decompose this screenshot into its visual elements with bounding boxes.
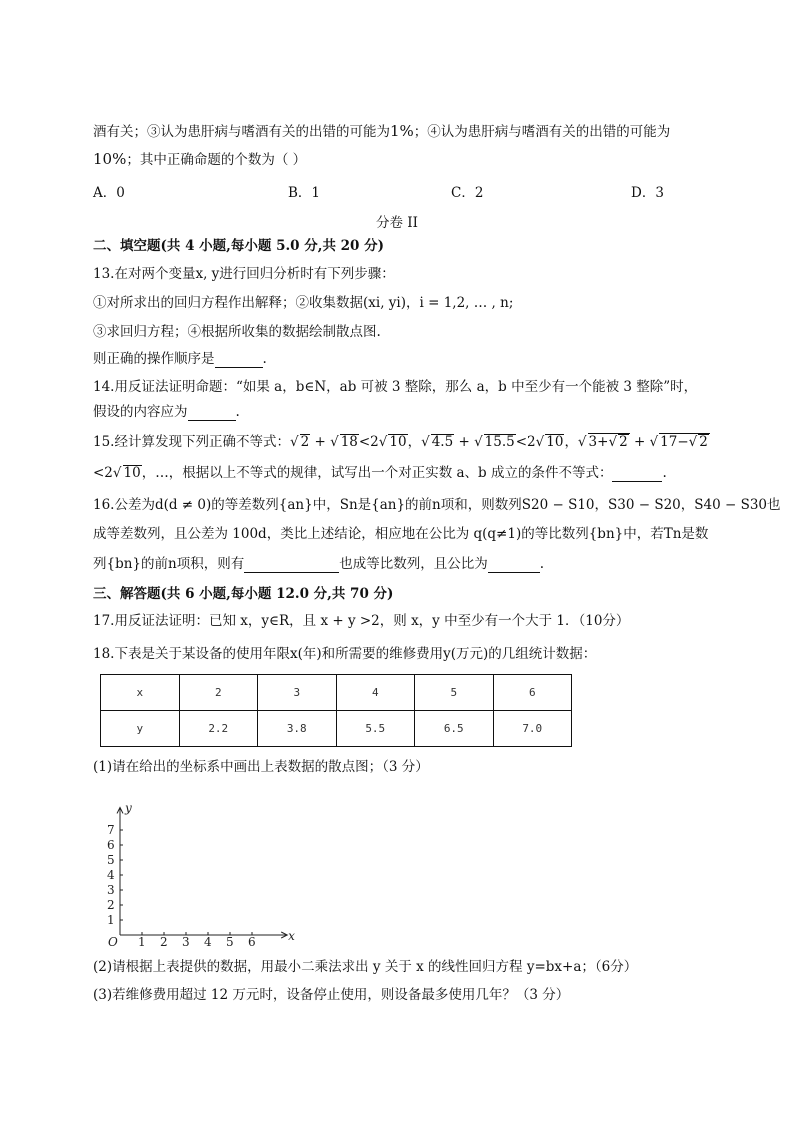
y-axis-label: y — [125, 805, 132, 815]
x-tick-label: 3 — [182, 935, 190, 947]
q12-line2: 10%；其中正确命题的个数为（ ） — [93, 150, 307, 168]
pct-2: 10% — [93, 150, 127, 168]
answer-blank — [244, 558, 339, 573]
x-tick-label: 2 — [160, 935, 168, 947]
y-tick-label: 3 — [107, 883, 115, 897]
q15-line2: <2√ 10，…，根据以上不等式的规律，试写出一个对正实数 a、b 成立的条件不等式： . — [93, 465, 667, 481]
option-c: C．2 — [451, 185, 484, 201]
x-axis-label: x — [288, 929, 295, 943]
q16-line2: 成等差数列，且公差为 100d，类比上述结论，相应地在公比为 q(q≠1)的等比数列{bn}中，若Tn是数 — [93, 526, 709, 542]
table-cell: 5 — [415, 675, 494, 711]
pct-1: 1% — [390, 122, 414, 140]
q16-line3: 列{bn}的前n项积，则有 也成等比数列，且公比为 . — [93, 556, 545, 572]
table-cell: x — [101, 675, 180, 711]
part3-heading: 三、解答题(共 6 小题,每小题 12.0 分,共 70 分) — [93, 586, 394, 602]
origin-label: O — [108, 935, 118, 947]
answer-blank — [188, 406, 236, 421]
data-table — [100, 674, 572, 747]
y-tick-label: 7 — [107, 823, 115, 837]
y-tick-label: 1 — [107, 913, 115, 927]
section-title: 分卷 II — [376, 215, 418, 231]
q18-sub1: (1)请在给出的坐标系中画出上表数据的散点图；（3 分） — [93, 759, 429, 775]
table-cell: 3.8 — [258, 711, 337, 747]
y-tick-label: 2 — [107, 898, 115, 912]
table-cell: 4 — [336, 675, 415, 711]
y-tick-label: 6 — [107, 838, 115, 852]
x-tick-label: 1 — [138, 935, 146, 947]
table-cell: 2.2 — [179, 711, 258, 747]
q14-line2: 假设的内容应为 . — [93, 404, 240, 420]
x-tick-label: 4 — [204, 935, 212, 947]
option-d: D．3 — [631, 185, 664, 201]
q13-line2: ①对所求出的回归方程作出解释；②收集数据(xi, yi)，i = 1,2, … , n; — [93, 295, 514, 311]
q13-line3: ③求回归方程；④根据所收集的数据绘制散点图. — [93, 324, 381, 340]
q13-line1: 13.在对两个变量x, y进行回归分析时有下列步骤： — [93, 266, 395, 282]
q18-sub3: (3)若维修费用超过 12 万元时，设备停止使用，则设备最多使用几年？（3 分） — [93, 987, 570, 1003]
y-tick-label: 5 — [107, 853, 115, 867]
y-tick-label: 4 — [107, 868, 115, 882]
q13-line4: 则正确的操作顺序是 . — [93, 351, 267, 367]
table-cell: 5.5 — [336, 711, 415, 747]
table-cell: 6 — [493, 675, 572, 711]
x-tick-label: 6 — [248, 935, 256, 947]
part2-heading: 二、填空题(共 4 小题,每小题 5.0 分,共 20 分) — [93, 238, 385, 254]
table-row-y — [101, 711, 572, 747]
coordinate-system — [100, 805, 300, 947]
answer-blank — [215, 353, 263, 368]
table-row-x — [101, 675, 572, 711]
table-cell: 3 — [258, 675, 337, 711]
q18: 18.下表是关于某设备的使用年限x(年)和所需要的维修费用y(万元)的几组统计数据： — [93, 646, 597, 662]
answer-blank — [612, 467, 662, 482]
q15-line1: 15.经计算发现下列正确不等式：√ 2 + √ 18<2√ 10，√ 4.5 + √ 15.5<2√ 10，√ 3+√ 2 + √ 17−√ 2 — [93, 434, 708, 450]
q18-sub2: (2)请根据上表提供的数据，用最小二乘法求出 y 关于 x 的线性回归方程 y=bx+a；（6分） — [93, 959, 638, 975]
table-cell: 7.0 — [493, 711, 572, 747]
q17: 17.用反证法证明：已知 x，y∈R，且 x + y >2，则 x，y 中至少有一个大于 1．（10分） — [93, 613, 630, 629]
table-cell: 6.5 — [415, 711, 494, 747]
option-b: B．1 — [288, 185, 321, 201]
answer-blank — [488, 558, 540, 573]
table-cell: 2 — [179, 675, 258, 711]
option-a: A．0 — [93, 185, 125, 201]
q16-line1: 16.公差为d(d ≠ 0)的等差数列{an}中，Sn是{an}的前n项和，则数列S20 − S10，S30 − S20，S40 − S30也 — [93, 497, 781, 513]
q12-line1: 酒有关；③认为患肝病与嗜酒有关的出错的可能为1%；④认为患肝病与嗜酒有关的出错的可能为 — [93, 122, 671, 140]
q14-line1: 14.用反证法证明命题：“如果 a，b∈N，ab 可被 3 整除，那么 a，b 中至少有一个能被 3 整除”时， — [93, 379, 698, 395]
x-tick-label: 5 — [226, 935, 234, 947]
table-cell: y — [101, 711, 180, 747]
